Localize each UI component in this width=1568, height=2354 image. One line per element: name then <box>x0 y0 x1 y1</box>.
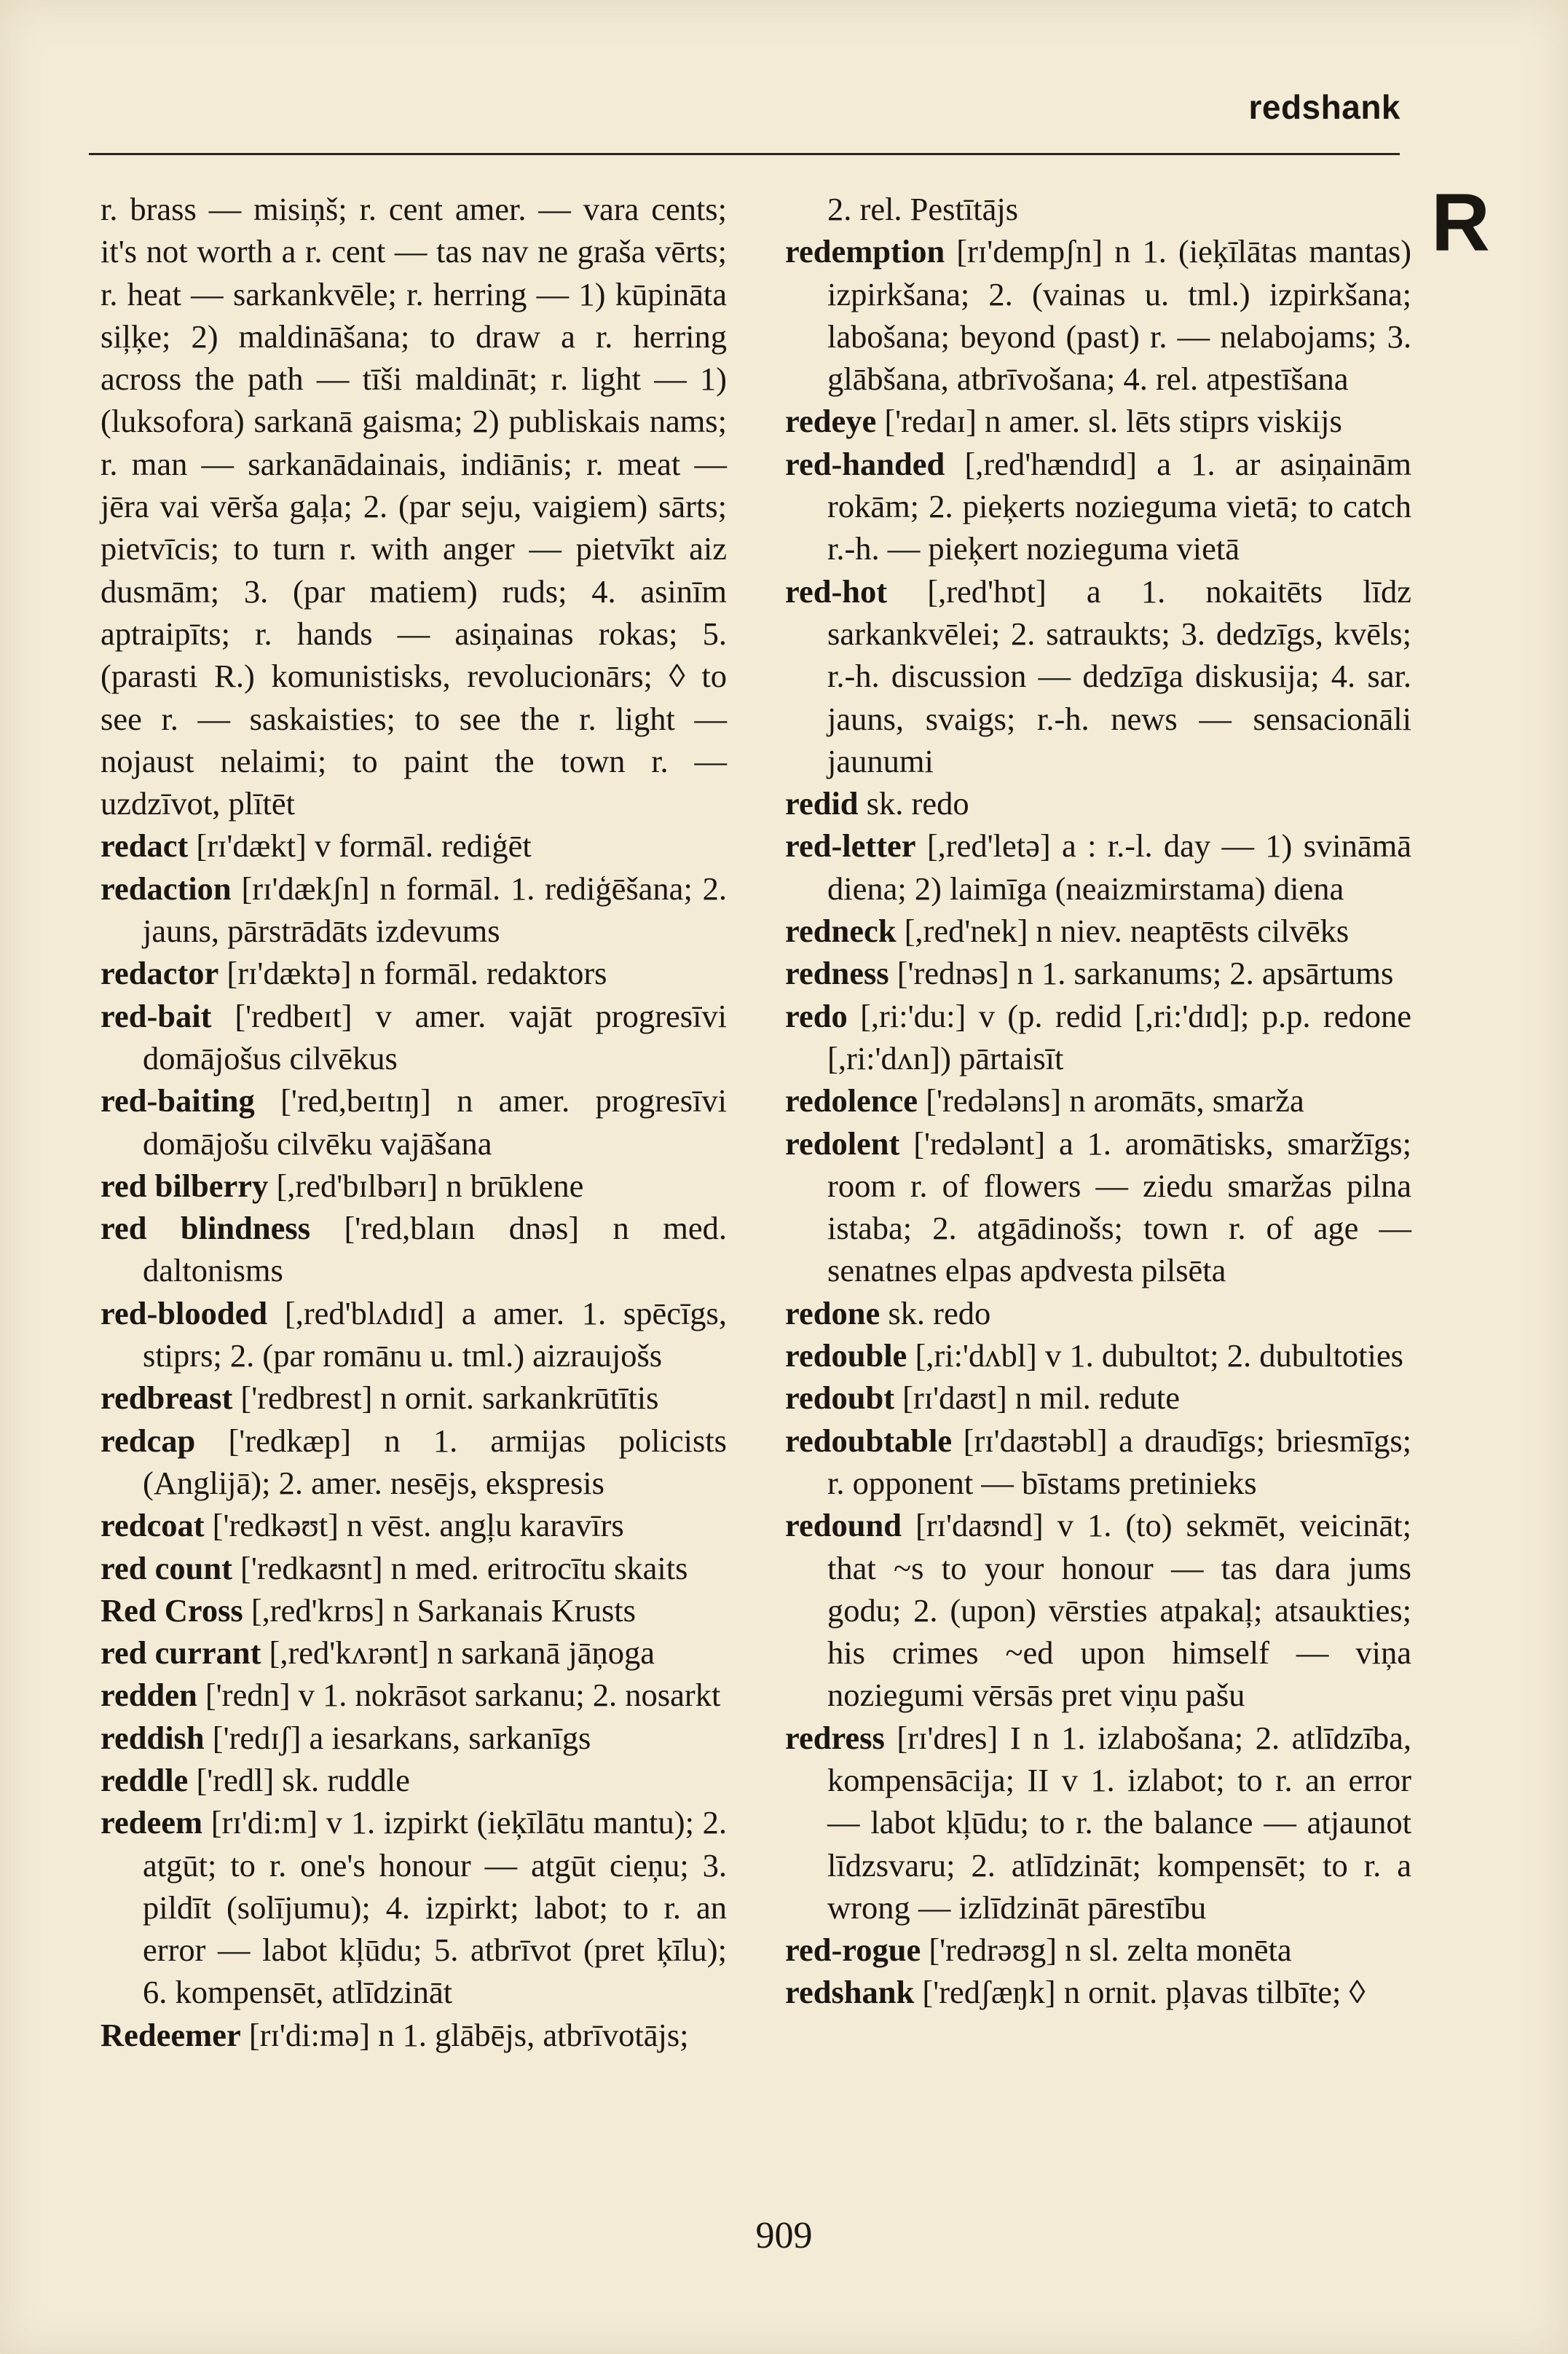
dictionary-entry: redemption [rɪ'dempʃn] n 1. (ieķīlātas mantas) izpirkšana; 2. (vainas u. tml.) izpirkšana; labošana; beyond (past) r. — nelabojams; 3. glābšana, atbrīvošana; 4. rel. atpestīšana <box>785 233 1411 398</box>
dictionary-entry: reddle ['redl] sk. ruddle <box>101 1761 410 1798</box>
dictionary-entry: redaction [rɪ'dækʃn] n formāl. 1. rediģēšana; 2. jauns, pārstrādāts izdevums <box>101 870 727 950</box>
dictionary-entry: redolent ['redələnt] a 1. aromātisks, smaržīgs; room r. of flowers — ziedu smaržas pilna istaba; 2. atgādinošs; town r. of age — senatnes elpas apdvesta pilsēta <box>785 1125 1411 1289</box>
dictionary-entry: redshank ['redʃæŋk] n ornit. pļavas tilbīte; ◊ <box>785 1974 1366 2011</box>
dictionary-entry: r. brass — misiņš; r. cent amer. — vara cents; it's not worth a r. cent — tas nav ne graša vērts; r. heat — sarkankvēle; r. herring — 1) kūpināta siļķe; 2) maldināšana; to draw a r. herring across the path — tīši maldināt; r. light — 1) (luksofora) sarkanā gaisma; 2) publiskais nams; r. man — sarkanādainais, indiānis; r. meat — jēra vai vērša gaļa; 2. (par seju, vaigiem) sārts; pietvīcis; to turn r. with anger — pietvīkt aiz dusmām; 3. (par matiem) ruds; 4. asinīm aptraipīts; r. hands — asiņainas rokas; 5. (parasti R.) komunistisks, revolucionārs; ◊ to see r. — saskaisties; to see the r. light — nojaust nelaimi; to paint the town r. — uzdzīvot, plītēt <box>101 191 727 822</box>
dictionary-entry: redbreast ['redbrest] n ornit. sarkankrūtītis <box>101 1379 659 1417</box>
page-number: 909 <box>755 2215 813 2256</box>
dictionary-entry: redoubt [rɪ'daʊt] n mil. redute <box>785 1379 1181 1417</box>
dictionary-entry: red-rogue ['redrəʊg] n sl. zelta monēta <box>785 1932 1292 1969</box>
dictionary-entry: red blindness ['red,blaɪn dnəs] n med. daltonisms <box>101 1210 727 1289</box>
dictionary-entry: reddish ['redɪʃ] a iesarkans, sarkanīgs <box>101 1719 591 1756</box>
dictionary-entry: redact [rɪ'dækt] v formāl. rediģēt <box>101 827 532 865</box>
dictionary-entry: Red Cross [,red'krɒs] n Sarkanais Krusts <box>101 1591 636 1629</box>
dictionary-entry: red-letter [,red'letə] a : r.-l. day — 1) svināmā diena; 2) laimīga (neaizmirstama) diena <box>785 827 1411 907</box>
dictionary-entry: red count ['redkaʊnt] n med. eritrocītu skaits <box>101 1549 688 1586</box>
dictionary-entry: redolence ['redələns] n aromāts, smarža <box>785 1082 1304 1119</box>
dictionary-entry: redeye ['redaɪ] n amer. sl. lēts stiprs viskijs <box>785 403 1342 440</box>
dictionary-entry: red-handed [,red'hændɪd] a 1. ar asiņainām rokām; 2. pieķerts nozieguma vietā; to catch r.-h. — pieķert nozieguma vietā <box>785 445 1411 567</box>
dictionary-entry: redo [,ri:'du:] v (p. redid [,ri:'dɪd]; p.p. redone [,ri:'dʌn]) pārtaisīt <box>785 997 1411 1076</box>
dictionary-entry: red-bait ['redbeɪt] v amer. vajāt progresīvi domājošus cilvēkus <box>101 997 727 1076</box>
dictionary-entry: redcoat ['redkəʊt] n vēst. angļu karavīrs <box>101 1507 624 1544</box>
dictionary-entry: redcap ['redkæp] n 1. armijas policists (Anglijā); 2. amer. nesējs, ekspresis <box>101 1422 727 1501</box>
running-head: redshank <box>1248 88 1400 126</box>
dictionary-entry: redone sk. redo <box>785 1294 991 1331</box>
dictionary-entry: redactor [rɪ'dæktə] n formāl. redaktors <box>101 955 607 992</box>
dictionary-entry: redid sk. redo <box>785 785 969 822</box>
dictionary-entry: Redeemer [rɪ'di:mə] n 1. glābējs, atbrīvotājs; <box>101 2016 689 2053</box>
right-column <box>785 188 1411 2014</box>
thumb-index-letter: R <box>1431 177 1490 268</box>
dictionary-entry: redound [rɪ'daʊnd] v 1. (to) sekmēt, veicināt; that ~s to your honour — tas dara jums godu; 2. (upon) vērsties atpakaļ; atsaukties; his crimes ~ed upon himself — viņa noziegumi vērsās pret viņu pašu <box>785 1507 1411 1714</box>
dictionary-entry: 2. rel. Pestītājs <box>827 191 1019 227</box>
dictionary-entry: redness ['rednəs] n 1. sarkanums; 2. apsārtums <box>785 955 1394 992</box>
dictionary-entry: redeem [rɪ'di:m] v 1. izpirkt (ieķīlātu mantu); 2. atgūt; to r. one's honour — atgūt cieņu; 3. pildīt (solījumu); 4. izpirkt; labot; to r. an error — labot kļūdu; 5. atbrīvot (pret ķīlu); 6. kompensēt, atlīdzināt <box>101 1804 727 2011</box>
dictionary-entry: redden ['redn] v 1. nokrāsot sarkanu; 2. nosarkt <box>101 1677 721 1714</box>
dictionary-entry: redoubtable [rɪ'daʊtəbl] a draudīgs; briesmīgs; r. opponent — bīstams pretinieks <box>785 1422 1411 1501</box>
dictionary-entry: red currant [,red'kʌrənt] n sarkanā jāņoga <box>101 1634 655 1672</box>
left-column <box>101 188 727 2056</box>
dictionary-entry: redress [rɪ'dres] I n 1. izlabošana; 2. atlīdzība, kompensācija; II v 1. izlabot; to r. an error — labot kļūdu; to r. the balance — atjaunot līdzsvaru; 2. atlīdzināt; kompensēt; to r. a wrong — izlīdzināt pārestību <box>785 1719 1411 1926</box>
dictionary-entry: red-baiting ['red,beɪtɪŋ] n amer. progresīvi domājošu cilvēku vajāšana <box>101 1082 727 1162</box>
header-rule <box>89 153 1400 155</box>
dictionary-entry: red-blooded [,red'blʌdɪd] a amer. 1. spēcīgs, stiprs; 2. (par romānu u. tml.) aizraujošs <box>101 1294 727 1374</box>
dictionary-entry: redouble [,ri:'dʌbl] v 1. dubultot; 2. dubultoties <box>785 1337 1403 1374</box>
dictionary-entry: redneck [,red'nek] n niev. neaptēsts cilvēks <box>785 913 1350 950</box>
dictionary-entry: red bilberry [,red'bɪlbərɪ] n brūklene <box>101 1167 584 1204</box>
dictionary-entry: red-hot [,red'hɒt] a 1. nokaitēts līdz sarkankvēlei; 2. satraukts; 3. dedzīgs, kvēls; r.-h. discussion — dedzīga diskusija; 4. sar. jauns, svaigs; r.-h. news — sensacionāli jaunumi <box>785 572 1411 779</box>
